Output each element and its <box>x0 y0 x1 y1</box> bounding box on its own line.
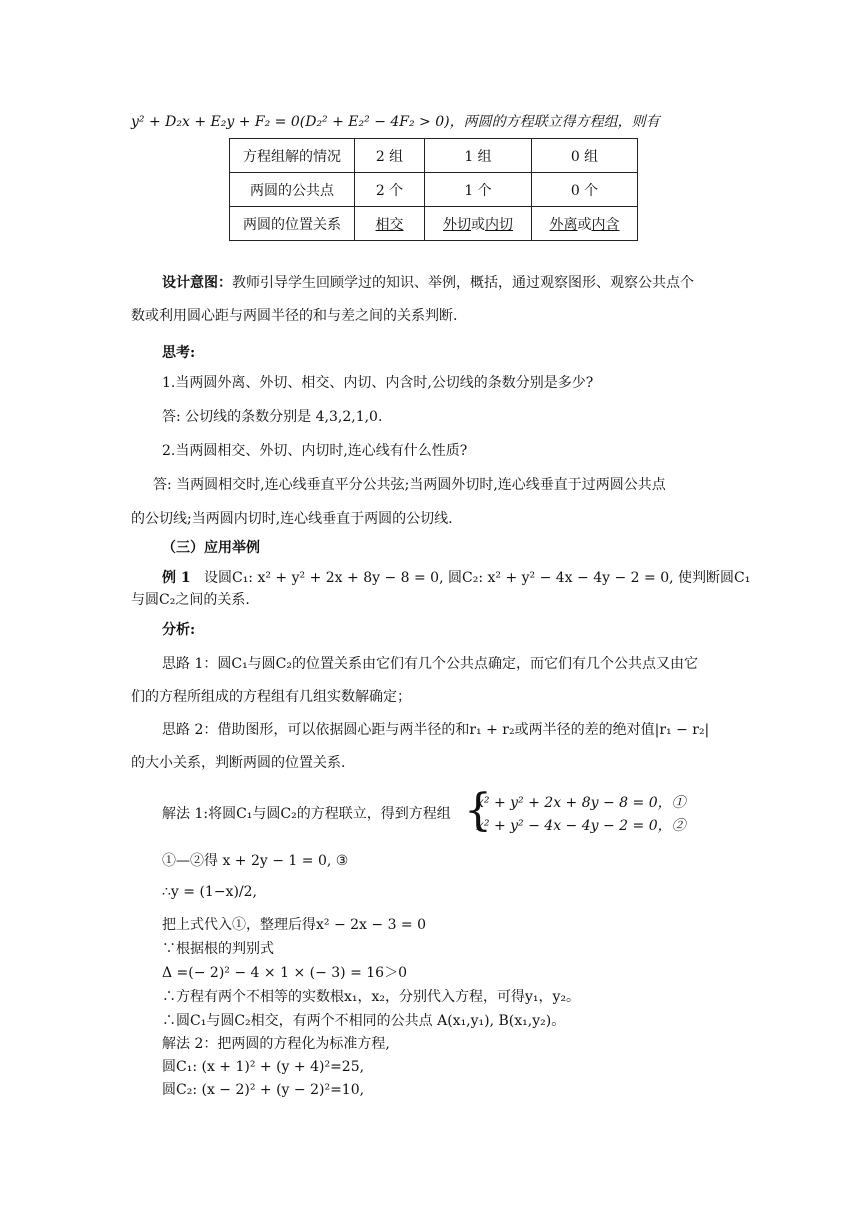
relation-contained: 内含 <box>591 216 620 233</box>
table-cell: 两圆的位置关系 <box>230 207 355 241</box>
answer-1: 答: 公切线的条数分别是 4,3,2,1,0. <box>162 409 383 425</box>
example-1-text: 设圆C₁: x² + y² + 2x + 8y − 8 = 0, 圆C₂: x² + y² − 4x − 4y − 2 = 0, 使判断圆C₁ <box>203 570 751 586</box>
relation-or: 或 <box>577 216 592 233</box>
system-equation-1: x² + y² + 2x + 8y − 8 = 0，① <box>476 795 686 811</box>
table-cell: 2 组 <box>355 139 425 173</box>
solution-1-intro: 解法 1:将圆C₁与圆C₂的方程联立，得到方程组 <box>162 806 451 822</box>
table-cell <box>355 207 425 241</box>
solution-step: ∴方程有两个不相等的实数根x₁，x₂，分别代入方程，可得y₁，y₂。 <box>162 989 581 1005</box>
idea-2-line-1: 思路 2：借助图形，可以依据圆心距与两半径的和r₁ + r₂或两半径的差的绝对值|r₁ − r₂| <box>162 722 710 738</box>
section-heading: （三）应用举例 <box>162 540 260 556</box>
table-cell: 1 个 <box>425 173 532 207</box>
solution-2-intro: 解法 2：把两圆的方程化为标准方程, <box>162 1036 390 1052</box>
relation-or: 或 <box>471 216 485 233</box>
solution-step: Δ =(− 2)² − 4 × 1 × (− 3) = 16＞0 <box>162 965 407 981</box>
question-1: 1.当两圆外离、外切、相交、内切、内含时,公切线的条数分别是多少? <box>162 375 594 391</box>
example-1-line-2: 与圆C₂之间的关系. <box>131 592 250 608</box>
idea-1-line-2: 们的方程所组成的方程组有几组实数解确定； <box>131 689 411 705</box>
table-cell: 两圆的公共点 <box>230 173 355 207</box>
solution-step: 把上式代入①，整理后得x² − 2x − 3 = 0 <box>162 917 427 933</box>
solution-step: ∴y = (1−x)/2, <box>162 884 257 900</box>
answer-2-line-1: 答: 当两圆相交时,连心线垂直平分公共弦;当两圆外切时,连心线垂直于过两圆公共点 <box>153 477 666 493</box>
table-cell: 0 个 <box>532 173 638 207</box>
answer-2-line-2: 的公切线;当两圆内切时,连心线垂直于两圆的公切线. <box>131 511 453 527</box>
table-row <box>230 173 638 207</box>
think-heading: 思考: <box>162 345 196 361</box>
circle-2-standard-form: 圆C₂: (x − 2)² + (y − 2)²=10, <box>162 1082 365 1098</box>
table-cell: 2 个 <box>355 173 425 207</box>
table-cell: 方程组解的情况 <box>230 139 355 173</box>
intro-equation-line: y² + D₂x + E₂y + F₂ = 0(D₂² + E₂² − 4F₂ > 0)，两圆的方程联立得方程组，则有 <box>131 114 660 130</box>
example-1-label: 例 1 <box>162 570 191 586</box>
idea-2-line-2: 的大小关系，判断两圆的位置关系. <box>131 755 346 771</box>
relation-table <box>229 138 638 241</box>
table-row <box>230 207 638 241</box>
solution-step: ①—②得 x + 2y − 1 = 0, ③ <box>162 853 349 869</box>
design-intent-label: 设计意图： <box>162 275 232 291</box>
table-cell <box>425 207 532 241</box>
relation-separate: 外离 <box>549 216 578 233</box>
idea-1-line-1: 思路 1：圆C₁与圆C₂的位置关系由它们有几个公共点确定，而它们有几个公共点又由它 <box>162 656 699 672</box>
system-brace-icon: { <box>464 785 492 836</box>
circle-1-standard-form: 圆C₁: (x + 1)² + (y + 4)²=25, <box>162 1059 365 1075</box>
system-equation-2: x² + y² − 4x − 4y − 2 = 0，② <box>476 818 686 834</box>
table-cell <box>532 207 638 241</box>
relation-external-tangent: 外切 <box>443 216 471 233</box>
design-intent-line-1 <box>162 272 694 294</box>
relation-internal-tangent: 内切 <box>485 216 513 233</box>
design-intent-line-2: 数或利用圆心距与两圆半径的和与差之间的关系判断. <box>131 308 458 324</box>
analysis-heading: 分析: <box>162 622 196 638</box>
table-cell: 1 组 <box>425 139 532 173</box>
design-intent-text: 教师引导学生回顾学过的知识、举例，概括，通过观察图形、观察公共点个 <box>232 275 694 291</box>
table-cell: 0 组 <box>532 139 638 173</box>
example-1-line-1 <box>162 567 750 589</box>
solution-step: ∵根据根的判别式 <box>162 941 274 957</box>
table-row <box>230 139 638 173</box>
solution-step: ∴圆C₁与圆C₂相交，有两个不相同的公共点 A(x₁,y₁), B(x₁,y₂)。 <box>162 1013 566 1029</box>
question-2: 2.当两圆相交、外切、内切时,连心线有什么性质? <box>162 443 468 459</box>
relation-intersect: 相交 <box>375 216 404 233</box>
